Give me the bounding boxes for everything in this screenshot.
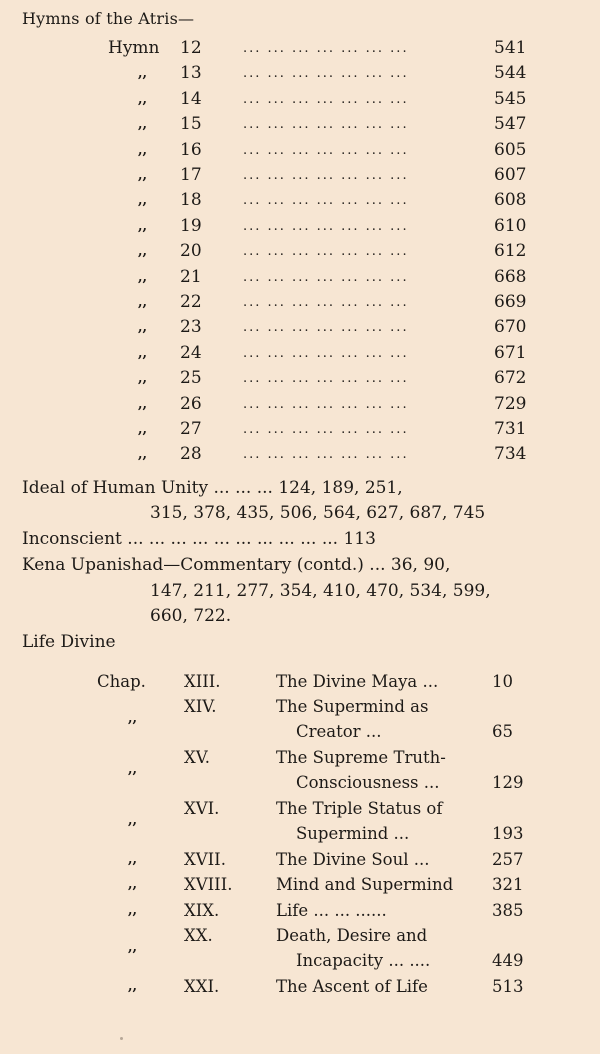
chapter-row bbox=[0, 872, 600, 897]
hymn-row bbox=[0, 61, 600, 86]
ditto-mark: ,, bbox=[138, 142, 148, 158]
leader-dots: ... ... ... ... ... ... ... bbox=[243, 371, 409, 387]
chapter-page-number: 65 bbox=[492, 722, 513, 742]
leader-dots: ... ... ... ... ... ... ... bbox=[243, 193, 409, 209]
hymn-page-number: 734 bbox=[494, 444, 527, 465]
hymn-row bbox=[0, 214, 600, 239]
chap-label: Chap. bbox=[97, 672, 146, 691]
chapter-page-number: 129 bbox=[492, 773, 524, 793]
ditto-mark: ,, bbox=[138, 218, 148, 234]
chapter-page-number: 193 bbox=[492, 824, 524, 843]
hymn-number: 16 bbox=[180, 139, 202, 160]
chapter-title: Mind and Supermind bbox=[276, 875, 454, 895]
hymn-row bbox=[0, 188, 600, 213]
hymn-page-number: 541 bbox=[494, 38, 527, 58]
hymn-number: 25 bbox=[180, 368, 202, 389]
leader-dots: ... ... ... ... ... ... ... bbox=[243, 396, 409, 412]
chapter-title-continued: Consciousness ... bbox=[296, 773, 440, 793]
ditto-mark: ,, bbox=[138, 320, 148, 336]
hymn-number: 13 bbox=[180, 63, 202, 84]
ditto-mark: ,, bbox=[128, 902, 138, 918]
leader-dots: ... ... ... ... ... ... ... bbox=[243, 447, 409, 463]
hymn-row bbox=[0, 265, 600, 290]
ditto-mark: ,, bbox=[138, 244, 148, 260]
chapter-title: The Ascent of Life bbox=[276, 976, 428, 996]
entry-kena-line2: 147, 211, 277, 354, 410, 470, 534, 599, bbox=[150, 581, 491, 601]
hymn-number: 14 bbox=[180, 88, 202, 109]
leader-dots: ... ... ... ... ... ... ... bbox=[243, 295, 409, 310]
hymn-row bbox=[0, 442, 600, 467]
hymn-page-number: 544 bbox=[494, 63, 527, 84]
hymn-row bbox=[0, 239, 600, 264]
chapter-row bbox=[0, 669, 600, 694]
hymn-number: 27 bbox=[180, 419, 202, 439]
ditto-mark: ,, bbox=[138, 396, 148, 412]
hymn-number: 15 bbox=[180, 114, 202, 135]
hymn-number: 24 bbox=[180, 342, 202, 363]
ditto-mark: ,, bbox=[128, 877, 138, 893]
chapter-number: XVII. bbox=[184, 849, 226, 869]
chapter-row bbox=[0, 847, 600, 872]
chapter-number: XX. bbox=[184, 926, 213, 945]
leader-dots: ... ... ... ... ... ... ... bbox=[243, 91, 409, 107]
ditto-mark: ,, bbox=[138, 295, 148, 310]
hymn-page-number: 670 bbox=[494, 317, 527, 338]
leader-dots: ... ... ... ... ... ... ... bbox=[243, 269, 409, 285]
chapter-number: XV. bbox=[184, 748, 211, 768]
chapter-page-number: 449 bbox=[492, 951, 524, 970]
hymn-row bbox=[0, 112, 600, 137]
ditto-mark: ,, bbox=[138, 66, 148, 82]
chapter-title: Life ... ... ...... bbox=[276, 900, 387, 920]
leader-dots: ... ... ... ... ... ... ... bbox=[243, 320, 409, 336]
hymn-page-number: 671 bbox=[494, 342, 527, 363]
ditto-mark: ,, bbox=[138, 447, 148, 463]
ditto-mark: ,, bbox=[138, 193, 148, 209]
chapter-title: The Supermind as bbox=[276, 697, 429, 717]
chapter-title: The Triple Status of bbox=[276, 799, 443, 818]
chapter-number: XVI. bbox=[184, 799, 220, 818]
hymn-number: 21 bbox=[180, 266, 202, 287]
leader-dots: ... ... ... ... ... ... ... bbox=[243, 218, 409, 234]
leader-dots: ... ... ... ... ... ... ... bbox=[243, 244, 409, 260]
hymn-page-number: 610 bbox=[494, 215, 527, 236]
chapter-row bbox=[0, 694, 600, 744]
ditto-mark: ,, bbox=[138, 345, 148, 361]
hymns-heading: Hymns of the Atris— bbox=[22, 9, 195, 28]
hymn-number: 28 bbox=[180, 444, 202, 465]
ditto-mark: ,, bbox=[138, 168, 148, 183]
hymn-page-number: 731 bbox=[494, 419, 527, 439]
chapter-number: XXI. bbox=[184, 976, 220, 996]
leader-dots: ... ... ... ... ... ... ... bbox=[243, 117, 409, 133]
hymn-row bbox=[0, 87, 600, 112]
hymn-page-number: 669 bbox=[494, 292, 527, 312]
entry-kena-line3: 660, 722. bbox=[150, 606, 232, 626]
hymn-page-number: 612 bbox=[494, 241, 527, 262]
chapter-title-continued: Incapacity ... .... bbox=[296, 951, 431, 970]
chapter-page-number: 257 bbox=[492, 849, 524, 869]
leader-dots: ... ... ... ... ... ... ... bbox=[243, 66, 409, 82]
ditto-mark: ,, bbox=[138, 269, 148, 285]
hymn-row bbox=[0, 290, 600, 315]
chapter-title: The Divine Maya ... bbox=[276, 672, 439, 691]
chapter-page-number: 321 bbox=[492, 875, 524, 895]
ditto-mark: ,, bbox=[138, 91, 148, 107]
hymn-row bbox=[0, 315, 600, 340]
chapter-number: XIV. bbox=[184, 697, 217, 717]
hymn-page-number: 729 bbox=[494, 393, 527, 414]
chapter-row bbox=[0, 745, 600, 795]
hymn-row bbox=[0, 36, 600, 61]
ditto-mark: ,, bbox=[138, 422, 148, 437]
ditto-mark: ,, bbox=[128, 978, 138, 994]
hymn-number: 26 bbox=[180, 393, 202, 414]
hymn-page-number: 672 bbox=[494, 368, 527, 389]
leader-dots: ... ... ... ... ... ... ... bbox=[243, 422, 409, 437]
hymn-page-number: 608 bbox=[494, 190, 527, 211]
page-speck bbox=[120, 1037, 123, 1040]
ditto-mark: ,, bbox=[128, 940, 138, 955]
hymn-row bbox=[0, 417, 600, 442]
chapter-page-number: 385 bbox=[492, 900, 524, 920]
hymn-row bbox=[0, 392, 600, 417]
ditto-mark: ,, bbox=[138, 117, 148, 133]
hymn-number: 17 bbox=[180, 165, 202, 185]
hymn-number: 12 bbox=[180, 38, 202, 58]
leader-dots: ... ... ... ... ... ... ... bbox=[243, 41, 409, 56]
ditto-mark: ,, bbox=[128, 711, 138, 727]
leader-dots: ... ... ... ... ... ... ... bbox=[243, 168, 409, 183]
hymn-page-number: 545 bbox=[494, 88, 527, 109]
chapter-title: The Divine Soul ... bbox=[276, 849, 430, 869]
ditto-mark: ,, bbox=[128, 813, 138, 828]
hymn-row bbox=[0, 138, 600, 163]
entry-kena-line1: Kena Upanishad—Commentary (contd.) ... 36, 90, bbox=[22, 555, 451, 575]
ditto-mark: ,, bbox=[138, 371, 148, 387]
chapter-number: XVIII. bbox=[184, 875, 233, 895]
chapter-number: XIII. bbox=[184, 672, 221, 691]
hymn-page-number: 605 bbox=[494, 139, 527, 160]
ditto-mark: ,, bbox=[128, 851, 138, 867]
chapter-title: The Supreme Truth- bbox=[276, 748, 446, 768]
entry-life-divine: Life Divine bbox=[22, 632, 116, 652]
leader-dots: ... ... ... ... ... ... ... bbox=[243, 142, 409, 158]
hymn-number: 19 bbox=[180, 215, 202, 236]
hymn-row bbox=[0, 366, 600, 391]
hymn-page-number: 547 bbox=[494, 114, 527, 135]
hymn-number: 22 bbox=[180, 292, 202, 312]
chapter-page-number: 10 bbox=[492, 672, 513, 691]
chapter-title-continued: Supermind ... bbox=[296, 824, 410, 843]
hymn-number: 23 bbox=[180, 317, 202, 338]
chapter-title-continued: Creator ... bbox=[296, 722, 382, 742]
chapter-title: Death, Desire and bbox=[276, 926, 428, 945]
hymn-number: 20 bbox=[180, 241, 202, 262]
chapter-row bbox=[0, 974, 600, 999]
entry-human-unity-line2: 315, 378, 435, 506, 564, 627, 687, 745 bbox=[150, 503, 486, 523]
chapter-row bbox=[0, 898, 600, 923]
entry-human-unity-line1: Ideal of Human Unity ... ... ... 124, 189, 251, bbox=[22, 478, 403, 498]
entry-inconscient: Inconscient ... ... ... ... ... ... ... ... ... ... 113 bbox=[22, 529, 376, 549]
hymn-row bbox=[0, 163, 600, 188]
chapter-page-number: 513 bbox=[492, 976, 524, 996]
chapter-row bbox=[0, 923, 600, 973]
hymn-page-number: 668 bbox=[494, 266, 527, 287]
hymn-label: Hymn bbox=[108, 38, 160, 58]
chapter-row bbox=[0, 796, 600, 846]
leader-dots: ... ... ... ... ... ... ... bbox=[243, 345, 409, 361]
hymn-row bbox=[0, 341, 600, 366]
chapter-number: XIX. bbox=[184, 900, 220, 920]
hymn-page-number: 607 bbox=[494, 165, 527, 185]
ditto-mark: ,, bbox=[128, 762, 138, 778]
hymn-number: 18 bbox=[180, 190, 202, 211]
